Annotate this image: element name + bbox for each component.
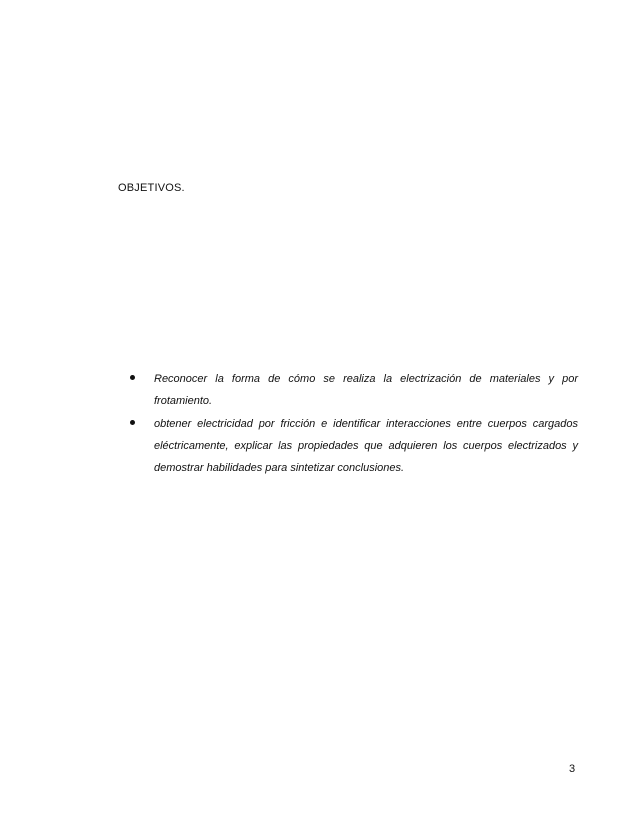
bullet-icon	[130, 375, 135, 380]
objective-text: obtener electricidad por fricción e identificar interacciones entre cuerpos cargados eléctricamente, explicar las propiedades que adquieren los cuerpos electrizados y demostrar habilidades para sintetizar conclusiones.	[154, 418, 578, 474]
list-item	[130, 368, 578, 412]
objectives-list	[130, 368, 578, 480]
section-heading: OBJETIVOS.	[118, 182, 185, 194]
bullet-icon	[130, 420, 135, 425]
objective-text: Reconocer la forma de cómo se realiza la electrización de materiales y por frotamiento.	[154, 373, 578, 407]
list-item	[130, 413, 578, 479]
page-number: 3	[569, 763, 576, 775]
